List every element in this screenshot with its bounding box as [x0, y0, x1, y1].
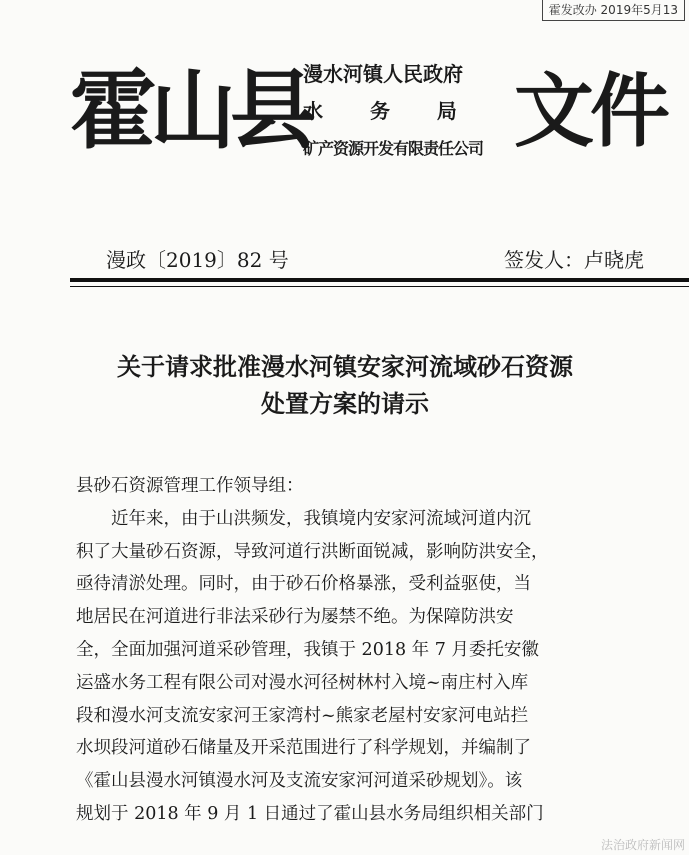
document-label: 文件: [514, 64, 666, 158]
body-line: 亟待清淤处理。同时，由于砂石价格暴涨，受利益驱使，当: [76, 574, 531, 595]
document-header: [0, 34, 689, 184]
document-body: [76, 470, 676, 831]
header-rule-thin: [70, 286, 689, 287]
body-line: 水坝段河道砂石储量及开采范围进行了科学规划，并编制了: [76, 738, 531, 759]
issuer-town-government: 漫水河镇人民政府: [303, 62, 463, 86]
salutation: 县砂石资源管理工作领导组：: [76, 476, 304, 496]
body-line: 运盛水务工程有限公司对漫水河径树林村入境~南庄村入库: [76, 672, 529, 693]
body-line: 《霍山县漫水河镇漫水河及支流安家河河道采砂规划》。该: [76, 771, 523, 792]
body-line: 规划于 2018 年 9 月 1 日通过了霍山县水务局组织相关部门: [76, 803, 544, 824]
watermark: 法治政府新闻网: [600, 838, 685, 852]
issuing-authorities: [303, 56, 518, 167]
signer-label: 签发人：: [504, 248, 584, 272]
body-line: 积了大量砂石资源，导致河道行洪断面锐减，影响防洪安全，: [76, 541, 549, 562]
body-line: 段和漫水河支流安家河王家湾村~熊家老屋村安家河电站拦: [76, 705, 529, 726]
issuer-mining-company: 矿产资源开发有限责任公司: [303, 139, 484, 158]
document-number: 漫政〔2019〕82 号: [106, 248, 289, 272]
title-line-2: 处置方案的请示: [261, 389, 429, 418]
issuer-water-bureau: 水 务 局: [303, 99, 477, 123]
document-title: [40, 348, 650, 422]
header-rule-thick: [70, 278, 689, 282]
title-line-1: 关于请求批准漫水河镇安家河流域砂石资源: [117, 352, 573, 381]
body-line: 全，全面加强河道采砂管理，我镇于 2018 年 7 月委托安徽: [76, 639, 539, 660]
receipt-stamp: 霍发改办 2019年5月13: [542, 0, 685, 21]
county-name: 霍山县: [70, 60, 310, 161]
body-line: 近年来，由于山洪频发，我镇境内安家河流域河道内沉: [76, 508, 531, 529]
body-line: 地居民在河道进行非法采砂行为屡禁不绝。为保障防洪安: [76, 607, 514, 628]
document-meta: [70, 244, 678, 278]
signer: [504, 244, 644, 273]
signer-name: 卢晓虎: [584, 248, 644, 272]
